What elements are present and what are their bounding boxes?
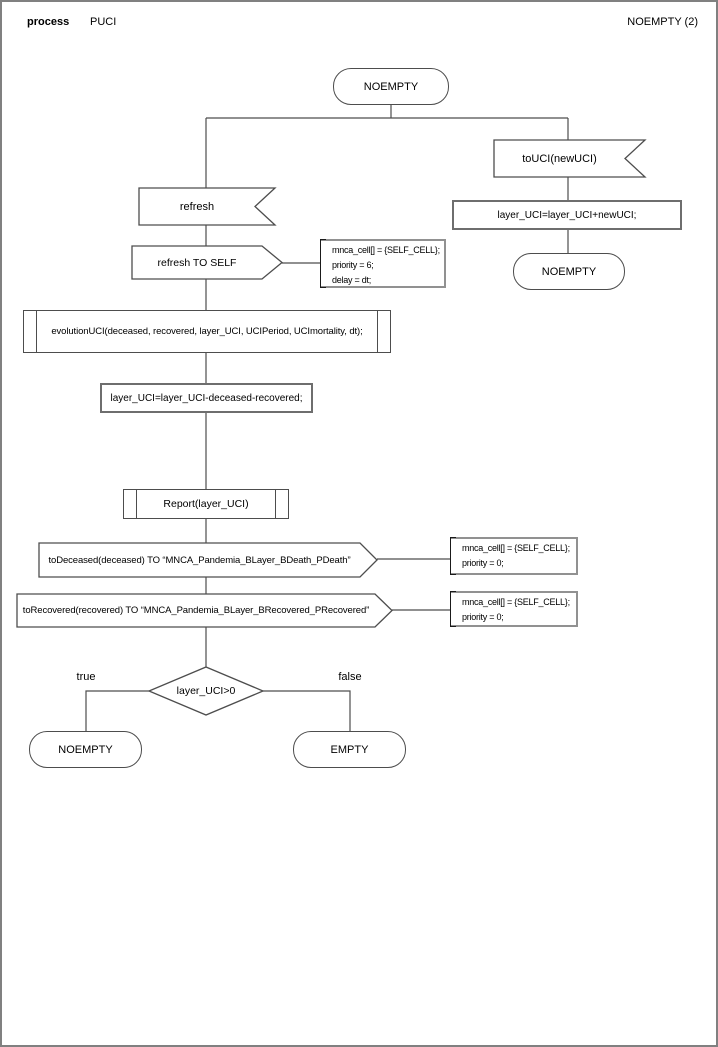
comment-line: mnca_cell[] = {SELF_CELL}; <box>462 597 570 607</box>
connector-decision-true <box>86 691 149 731</box>
output-to-deceased-label: toDeceased(deceased) TO “MNCA_Pandemia_BLayer_BDeath_PDeath” <box>48 554 351 566</box>
decision-label: layer_UCI>0 <box>176 685 236 697</box>
comment-refresh-to-self-text <box>332 243 442 288</box>
input-touci-label: toUCI(newUCI) <box>522 152 597 165</box>
state-start-noempty[interactable] <box>333 68 449 105</box>
state-right-noempty[interactable] <box>513 253 625 290</box>
state-false-empty-label: EMPTY <box>330 743 369 756</box>
comment-bracket-icon <box>450 537 456 575</box>
comment-line: delay = dt; <box>332 275 372 285</box>
comment-to-recovered-text <box>462 595 574 625</box>
input-refresh-label: refresh <box>179 200 215 213</box>
comment-line: priority = 6; <box>332 260 374 270</box>
output-to-recovered-label: toRecovered(recovered) TO “MNCA_Pandemia_BLayer_BRecovered_PRecovered” <box>22 605 370 616</box>
state-false-empty[interactable] <box>293 731 406 768</box>
comment-bracket-icon <box>320 239 326 288</box>
output-to-recovered-shape[interactable] <box>17 594 392 627</box>
comment-line: priority = 0; <box>462 612 504 622</box>
connector-decision-false <box>263 691 350 731</box>
procedure-report[interactable] <box>123 489 289 519</box>
comment-to-recovered <box>450 591 578 627</box>
comment-line: mnca_cell[] = {SELF_CELL}; <box>462 543 570 553</box>
process-name: PUCI <box>90 16 117 28</box>
procedure-evolutionuci[interactable] <box>23 310 391 353</box>
input-touci-shape[interactable] <box>494 140 645 177</box>
decision-false-guard: false <box>338 671 362 683</box>
state-true-noempty[interactable] <box>29 731 142 768</box>
comment-line: priority = 0; <box>462 558 504 568</box>
decision-diamond-shape[interactable] <box>149 667 263 715</box>
procedure-evolutionuci-label: evolutionUCI(deceased, recovered, layer_UCI, UCIPeriod, UCImortality, dt); <box>51 326 363 337</box>
task-update-layer-label: layer_UCI=layer_UCI-deceased-recovered; <box>110 392 303 404</box>
diagram-canvas <box>2 2 718 1047</box>
output-refresh-to-self-shape[interactable] <box>132 246 282 279</box>
input-refresh-shape[interactable] <box>139 188 275 225</box>
state-start-noempty-label: NOEMPTY <box>363 80 419 93</box>
procedure-report-label: Report(layer_UCI) <box>163 498 249 510</box>
page-label: NOEMPTY (2) <box>627 16 698 28</box>
state-right-noempty-label: NOEMPTY <box>541 265 597 278</box>
comment-to-deceased-text <box>462 541 574 571</box>
output-to-deceased-shape[interactable] <box>39 543 377 577</box>
comment-to-deceased <box>450 537 578 575</box>
decision-true-guard: true <box>76 671 96 683</box>
process-kind-label: process <box>27 16 70 28</box>
comment-bracket-icon <box>450 591 456 627</box>
output-refresh-to-self-label: refresh TO SELF <box>157 256 237 269</box>
comment-refresh-to-self <box>320 239 446 288</box>
comment-line: mnca_cell[] = {SELF_CELL}; <box>332 245 440 255</box>
task-update-layer[interactable] <box>100 383 313 413</box>
task-add-newuci[interactable] <box>452 200 682 230</box>
state-true-noempty-label: NOEMPTY <box>58 743 113 756</box>
task-add-newuci-label: layer_UCI=layer_UCI+newUCI; <box>497 209 637 221</box>
